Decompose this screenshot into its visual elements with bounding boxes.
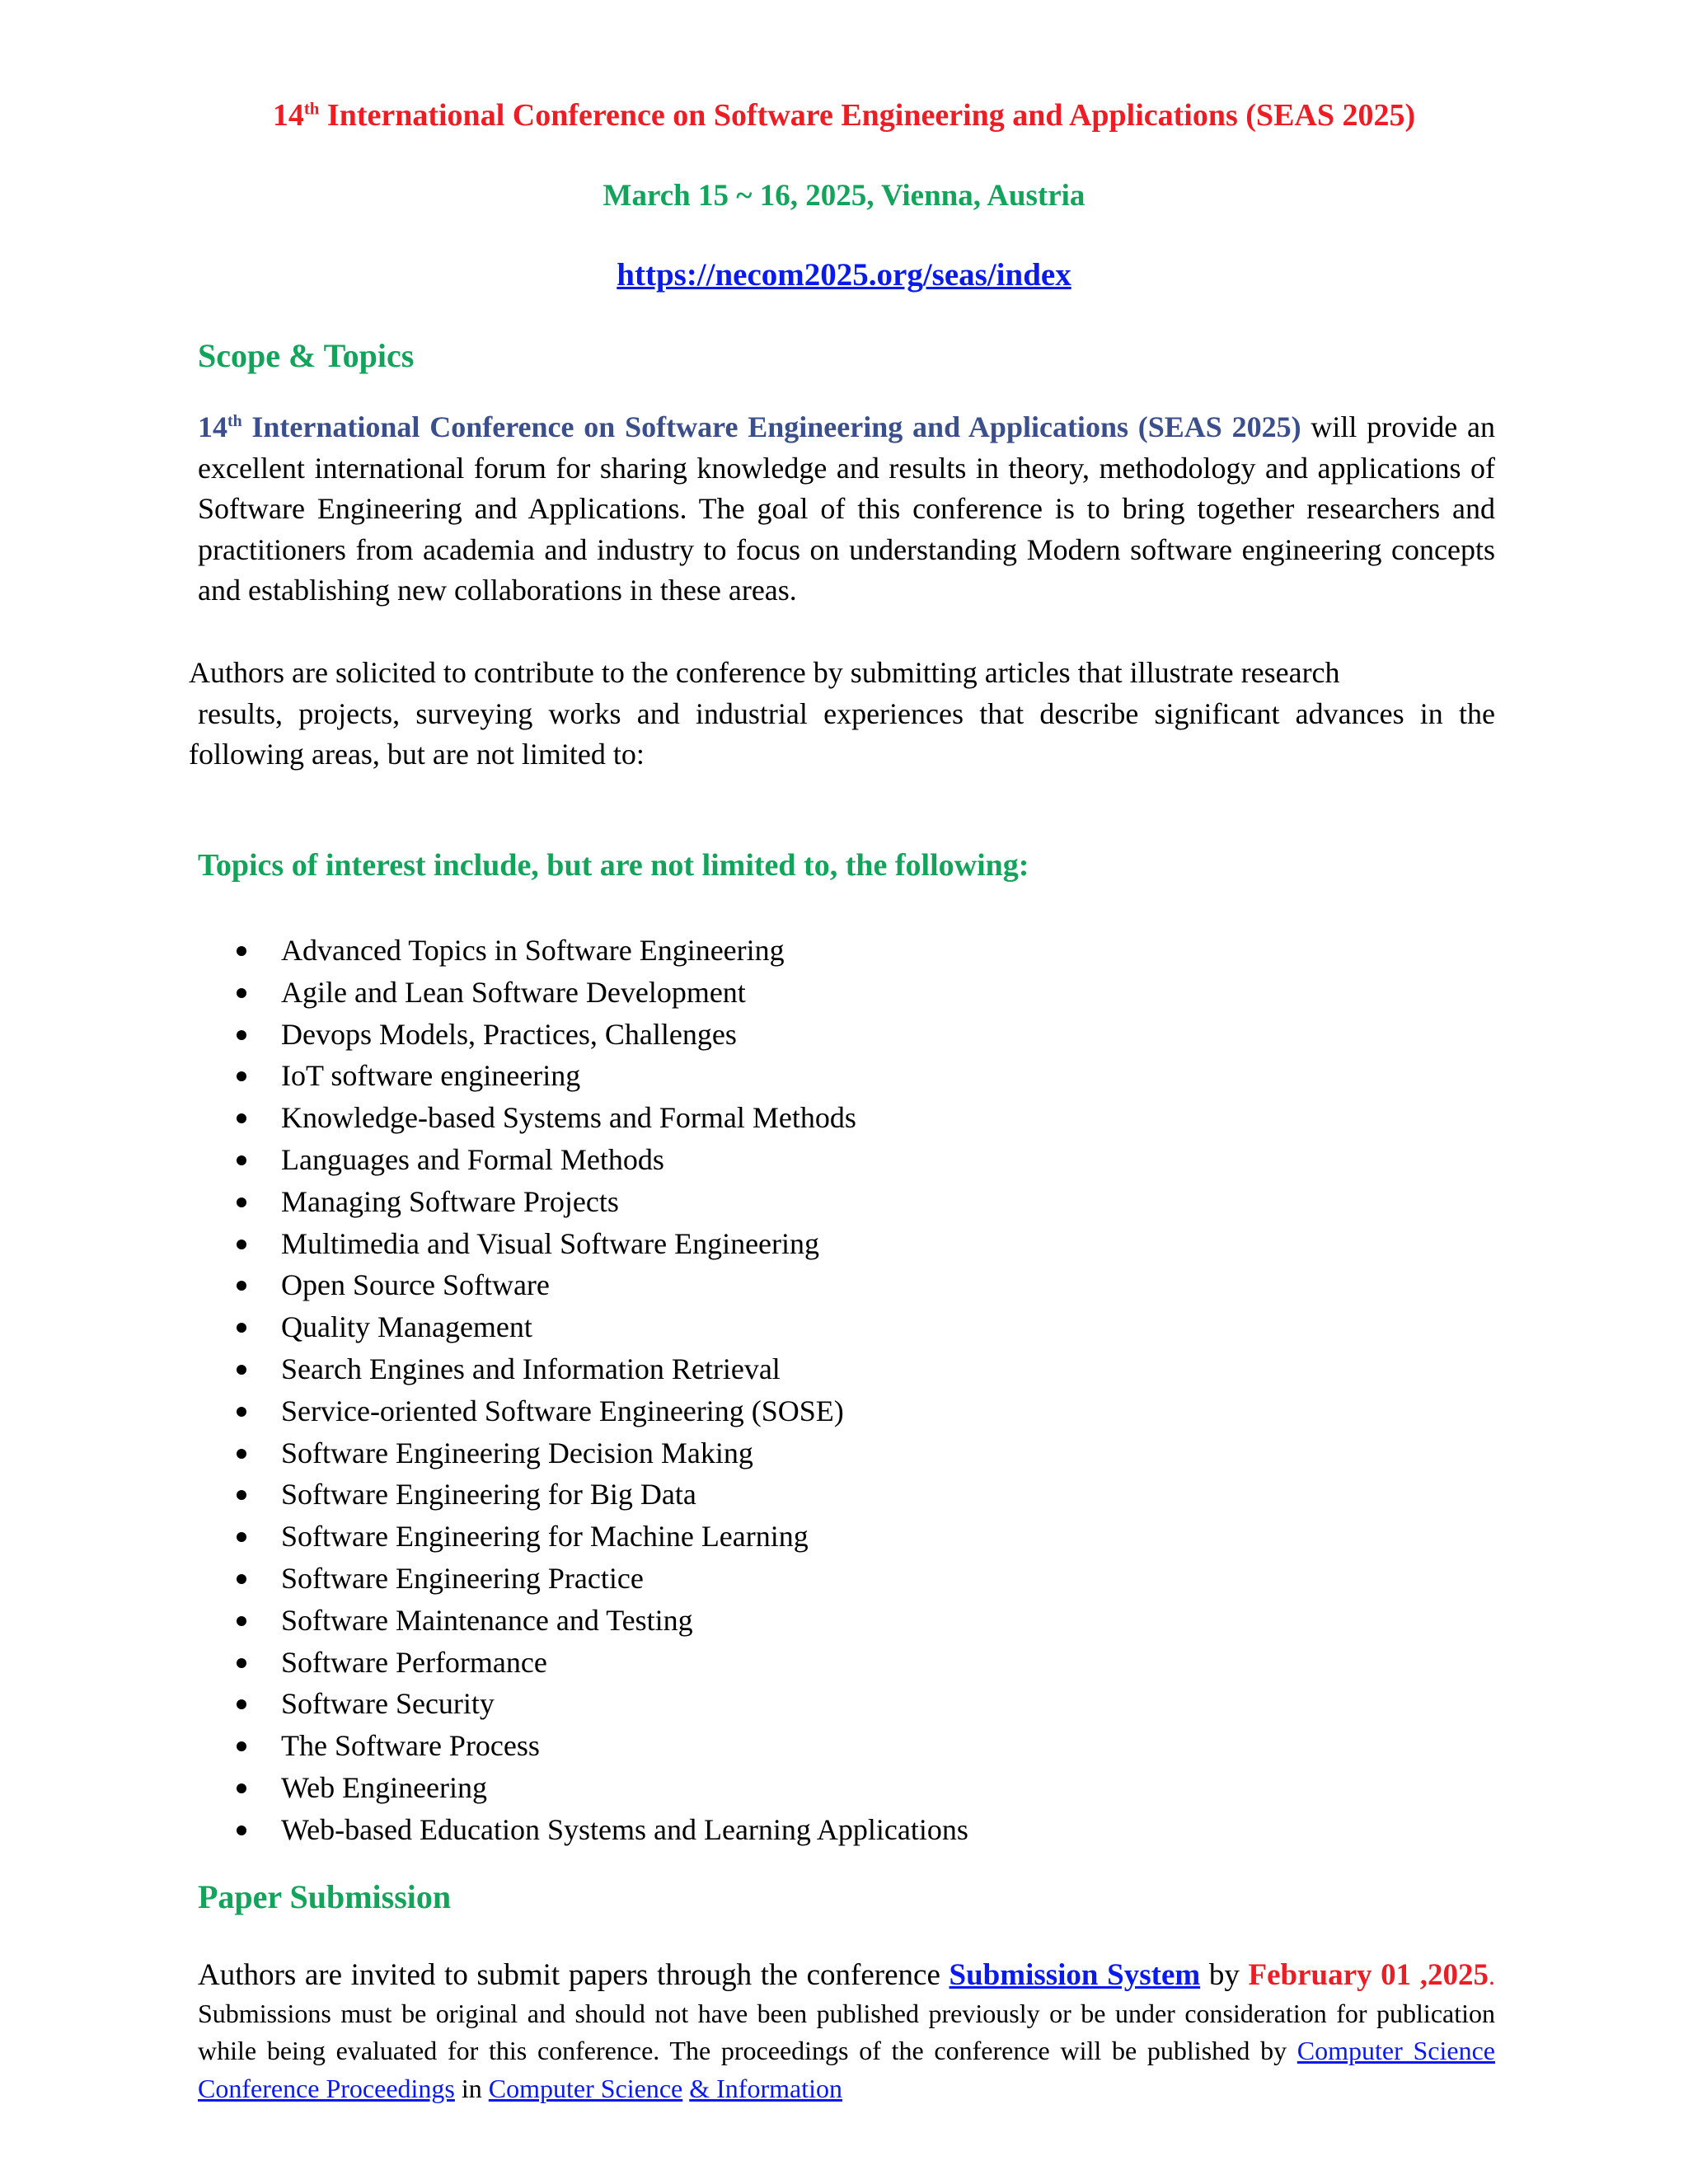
title-number: 14 (272, 98, 304, 133)
intro-body: will provide an excellent international forum for sharing knowledge and results in theory, methodology and applications of Software Engineering and Applications. The goal of this conference is to bring together researchers and practitioners from academia and industry to focus on understanding Modern software engineering concepts and establishing new collaborations in these areas. (198, 410, 1495, 607)
submission-paragraph (198, 1957, 1495, 2107)
topic-label: Software Security (281, 1687, 495, 1721)
bullet-icon (237, 1365, 246, 1375)
topic-label: Knowledge-based Systems and Formal Methods (281, 1101, 856, 1135)
conference-website-link[interactable]: https://necom2025.org/seas/index (617, 257, 1071, 293)
bullet-icon (237, 1071, 246, 1081)
topic-label: IoT software engineering (281, 1059, 581, 1093)
bullet-icon (237, 1281, 246, 1291)
bullet-icon (237, 1407, 246, 1417)
bullet-icon (237, 1574, 246, 1584)
submission-text-3: . (1489, 1961, 1496, 1990)
topic-label: Web-based Education Systems and Learning Applications (281, 1812, 968, 1846)
topic-label: Software Performance (281, 1645, 547, 1679)
bullet-icon (237, 988, 246, 998)
authors-first-line: Authors are solicited to contribute to the conference by submitting articles that illustrate research (189, 656, 1340, 689)
topic-label: The Software Process (281, 1729, 540, 1763)
bullet-icon (237, 1030, 246, 1040)
authors-paragraph (189, 653, 1495, 776)
conference-date-location: March 15 ~ 16, 2025, Vienna, Austria (603, 179, 1085, 213)
paper-submission-heading: Paper Submission (198, 1878, 452, 1915)
topic-label: Software Engineering Practice (281, 1561, 644, 1595)
submission-text-5: in (454, 2073, 489, 2103)
topic-label: Languages and Formal Methods (281, 1142, 664, 1176)
topic-label: Software Engineering for Big Data (281, 1478, 696, 1511)
bullet-icon (237, 1783, 246, 1793)
submission-system-link[interactable]: Submission System (949, 1958, 1201, 1992)
topic-label: Devops Models, Practices, Challenges (281, 1017, 737, 1051)
information-link[interactable]: & Information (689, 2073, 842, 2103)
topic-label: Agile and Lean Software Development (281, 975, 746, 1009)
bullet-icon (237, 1449, 246, 1459)
conference-title (0, 97, 1688, 134)
scope-heading: Scope & Topics (198, 337, 415, 374)
intro-number: 14 (198, 410, 227, 443)
topic-label: Software Maintenance and Testing (281, 1603, 693, 1637)
title-text: International Conference on Software Engineering and Applications (SEAS 2025) (319, 98, 1416, 133)
bullet-icon (237, 1113, 246, 1123)
bullet-icon (237, 1155, 246, 1165)
submission-text-4: Submissions must be original and should not have been published previously or be under consideration for publication while being evaluated for this conference. The proceedings of the conference will be published by (198, 1998, 1495, 2065)
submission-text-1: Authors are invited to submit papers through the conference (198, 1958, 950, 1992)
bullet-icon (237, 1658, 246, 1668)
topic-label: Software Engineering Decision Making (281, 1436, 753, 1469)
topic-label: Multimedia and Visual Software Engineering (281, 1226, 820, 1260)
bullet-icon (237, 1490, 246, 1500)
bullet-icon (237, 1699, 246, 1709)
intro-ordinal-suffix: th (227, 412, 242, 430)
bullet-icon (237, 1323, 246, 1333)
computer-science-link[interactable]: Computer Science (488, 2073, 683, 2103)
bullet-icon (237, 946, 246, 956)
scope-intro-paragraph (198, 407, 1495, 612)
submission-deadline: February 01 ,2025 (1248, 1958, 1489, 1992)
bullet-icon (237, 1532, 246, 1542)
bullet-icon (237, 1741, 246, 1751)
intro-conference-name: International Conference on Software Engineering and Applications (SEAS 2025) (241, 410, 1301, 443)
topic-label: Software Engineering for Machine Learning (281, 1520, 809, 1554)
bullet-icon (237, 1825, 246, 1835)
topic-label: Web Engineering (281, 1770, 488, 1804)
proceedings-link[interactable]: Computer Science Conference Proceedings (198, 2036, 1496, 2103)
topic-label: Managing Software Projects (281, 1184, 619, 1218)
topics-heading: Topics of interest include, but are not limited to, the following: (198, 848, 1029, 883)
bullet-icon (237, 1240, 246, 1249)
topic-label: Service-oriented Software Engineering (SOSE) (281, 1394, 844, 1427)
topic-label: Advanced Topics in Software Engineering (281, 934, 785, 967)
submission-text-2: by (1200, 1958, 1249, 1992)
title-ordinal-suffix: th (303, 98, 320, 119)
topic-label: Search Engines and Information Retrieval (281, 1352, 781, 1385)
bullet-icon (237, 1197, 246, 1207)
authors-rest: results, projects, surveying works and industrial experiences that describe significant advances in the following areas, but are not limited to: (189, 696, 1495, 771)
bullet-icon (237, 1616, 246, 1626)
intro-lead (198, 410, 1301, 443)
topic-label: Open Source Software (281, 1268, 550, 1302)
topic-label: Quality Management (281, 1310, 532, 1344)
